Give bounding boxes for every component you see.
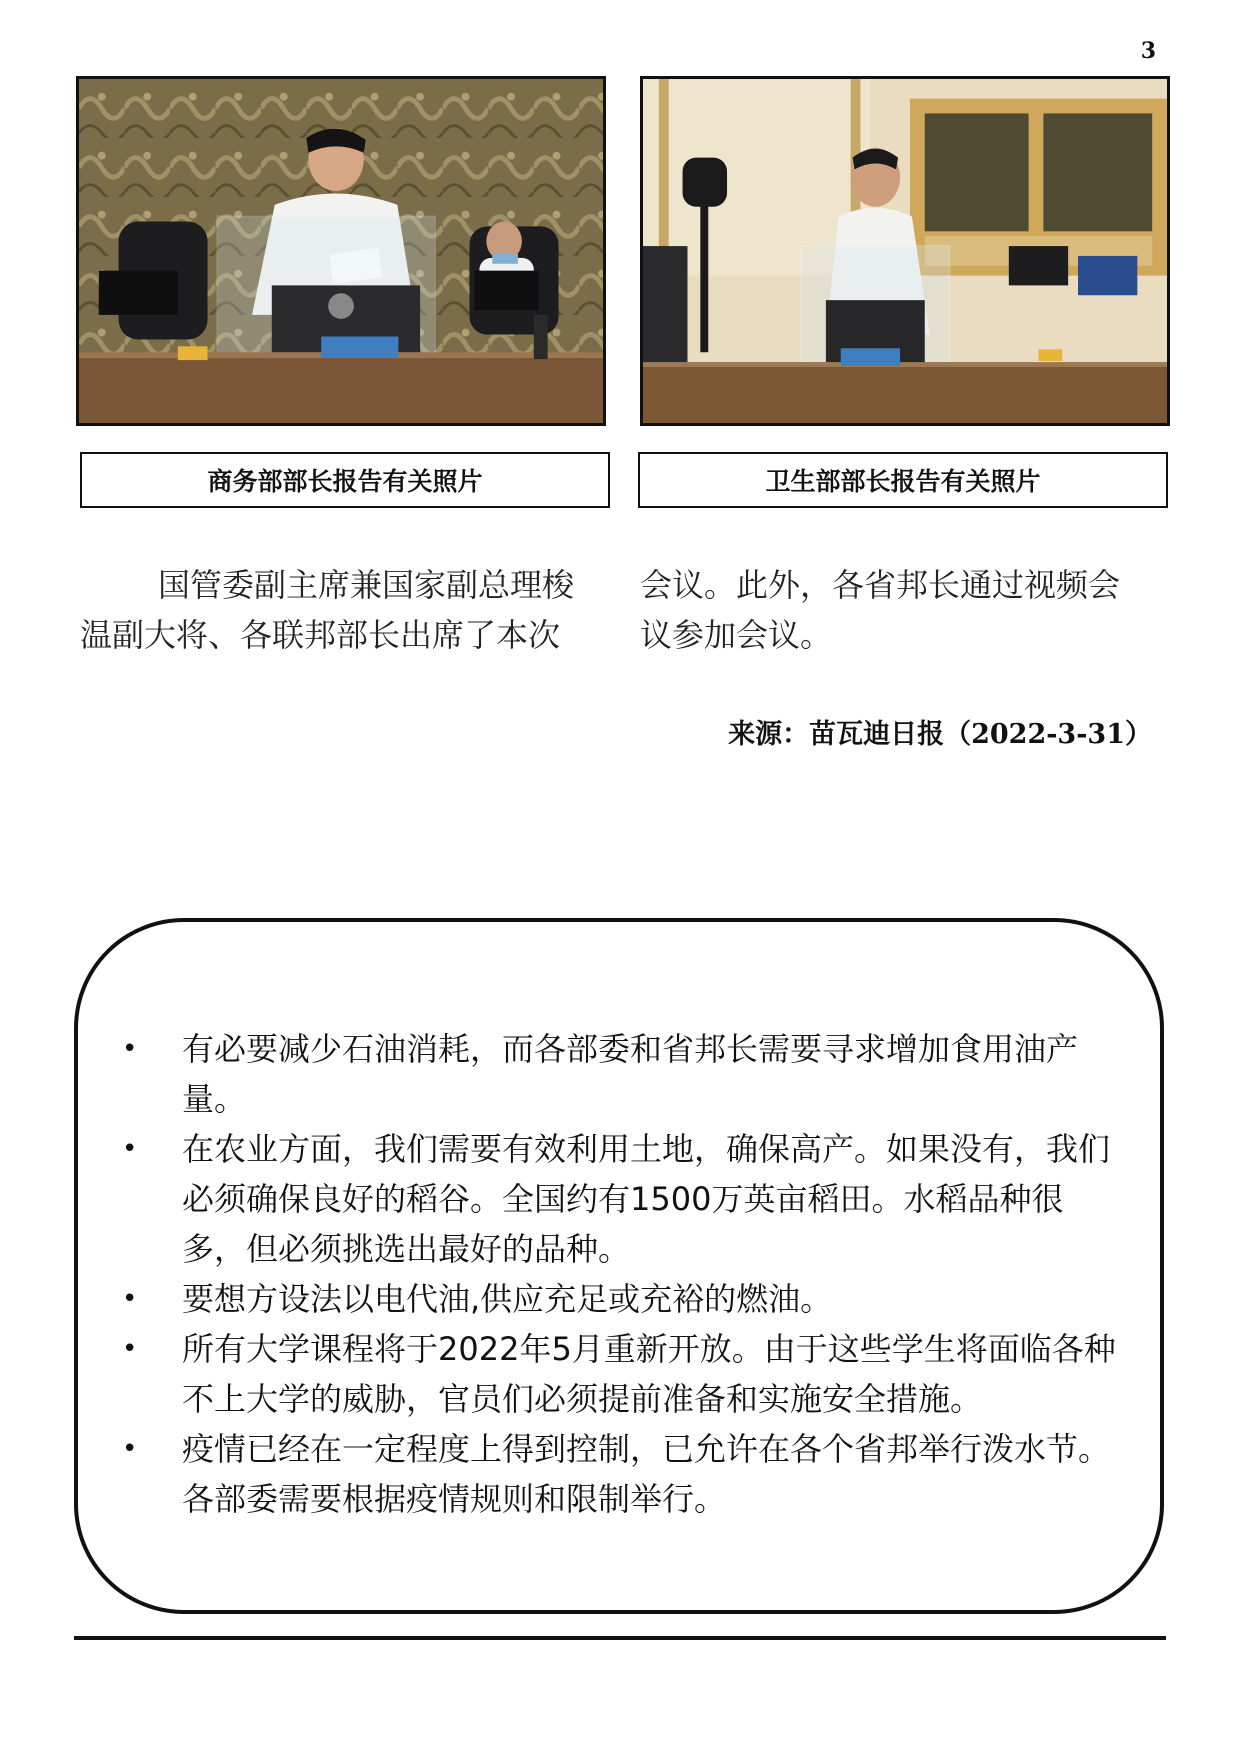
article-source: 来源：苗瓦迪日报（2022-3-31） xyxy=(728,719,1152,750)
summary-box xyxy=(74,918,1164,1614)
summary-item-text: 疫情已经在一定程度上得到控制，已允许在各个省邦举行泼水节。各部委需要根据疫情规则和限制举行。 xyxy=(182,1430,1111,1518)
summary-item-text: 在农业方面，我们需要有效利用土地，确保高产。如果没有，我们必须确保良好的稻谷。全国约有1500万英亩稻田。水稻品种很多，但必须挑选出最好的品种。 xyxy=(182,1130,1111,1268)
summary-item-text: 有必要减少石油消耗，而各部委和省邦长需要寻求增加食用油产量。 xyxy=(182,1030,1079,1118)
page-number: 3 xyxy=(1140,38,1156,64)
bullet-icon: • xyxy=(122,1434,138,1464)
bottom-divider xyxy=(74,1636,1166,1640)
photo-health-minister xyxy=(640,76,1170,426)
paragraph-left-line-2: 温副大将、各联邦部长出席了本次 xyxy=(80,616,561,654)
summary-item xyxy=(110,1124,1120,1274)
bullet-icon: • xyxy=(122,1284,138,1314)
bullet-icon: • xyxy=(122,1034,138,1064)
paragraph-right-line-1: 会议。此外，各省邦长通过视频会 xyxy=(640,566,1121,604)
photo-commerce-minister-image xyxy=(79,79,603,423)
paragraph-left-line-1: 国管委副主席兼国家副总理梭 xyxy=(158,566,575,604)
bullet-icon: • xyxy=(122,1134,138,1164)
summary-item-text: 要想方设法以电代油,供应充足或充裕的燃油。 xyxy=(182,1280,833,1318)
photo-health-minister-image xyxy=(643,79,1167,423)
photo-caption-commerce: 商务部部长报告有关照片 xyxy=(80,452,610,508)
summary-list xyxy=(110,1024,1120,1524)
photo-caption-health: 卫生部部长报告有关照片 xyxy=(638,452,1168,508)
paragraph-right-line-2: 议参加会议。 xyxy=(640,616,833,654)
summary-item xyxy=(110,1324,1120,1424)
summary-item-text: 所有大学课程将于2022年5月重新开放。由于这些学生将面临各种不上大学的威胁，官员们必须提前准备和实施安全措施。 xyxy=(182,1330,1116,1418)
bullet-icon: • xyxy=(122,1334,138,1364)
summary-item xyxy=(110,1274,1120,1324)
summary-item xyxy=(110,1024,1120,1124)
summary-item xyxy=(110,1424,1120,1524)
photo-commerce-minister xyxy=(76,76,606,426)
article-paragraph-right xyxy=(640,560,1175,660)
article-paragraph-left xyxy=(80,560,615,660)
